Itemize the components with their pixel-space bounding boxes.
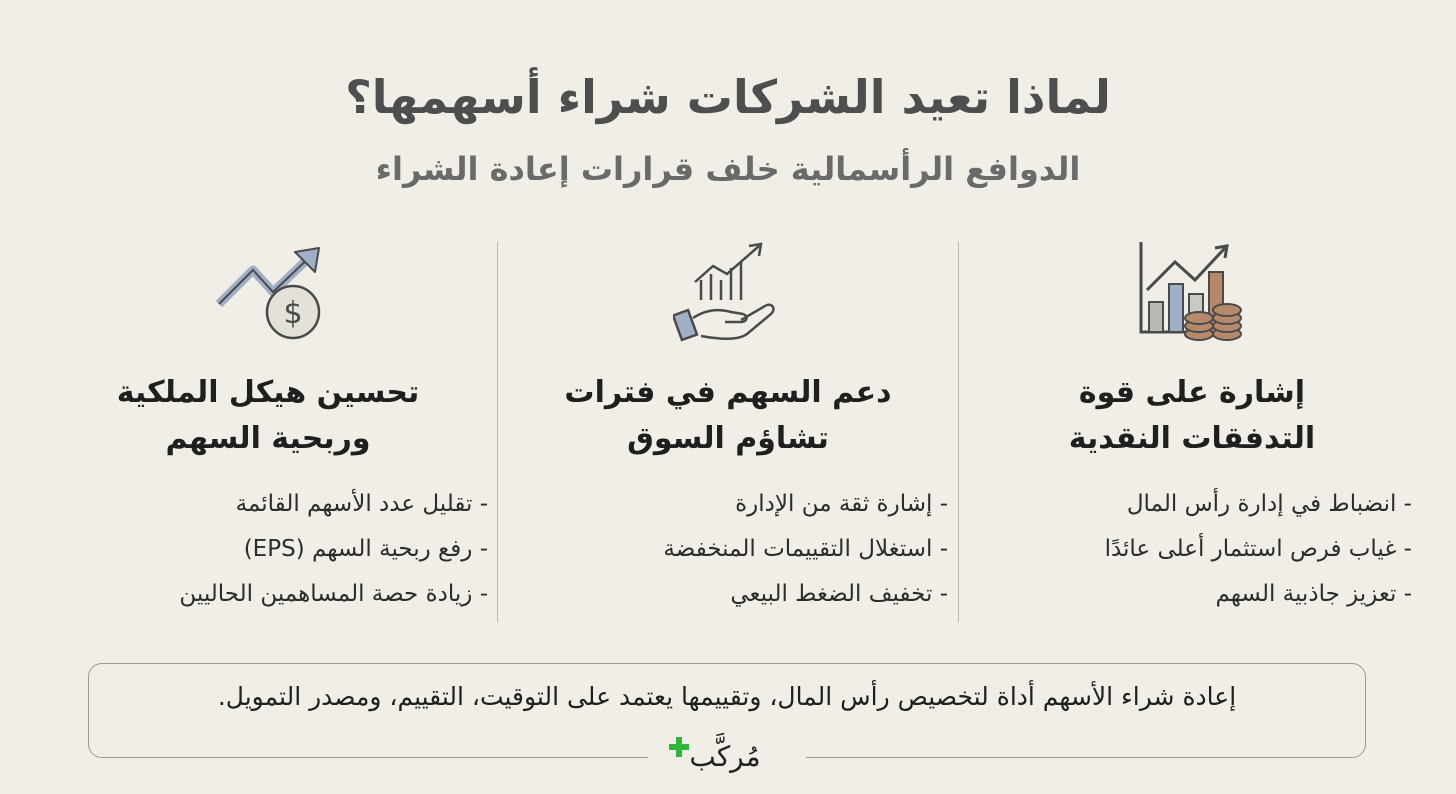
list-item: - تخفيف الضغط البيعي	[730, 581, 948, 607]
bullet-list	[972, 482, 1456, 617]
list-item: - إشارة ثقة من الإدارة	[735, 491, 948, 517]
list-item: - تعزيز جاذبية السهم	[1215, 581, 1412, 607]
list-item: - تقليل عدد الأسهم القائمة	[235, 491, 488, 517]
column-market-support	[508, 240, 948, 630]
hand-holding-chart-icon	[508, 240, 948, 350]
column-ownership	[48, 240, 488, 630]
bullet-list	[508, 482, 1000, 617]
column-cash-flow	[972, 240, 1412, 630]
list-item: - غياب فرص استثمار أعلى عائدًا	[1104, 536, 1412, 562]
column-heading: تحسين هيكل الملكية وربحية السهم	[116, 375, 420, 456]
column-heading: إشارة على قوة التدفقات النقدية	[1068, 375, 1316, 456]
brand-logo: مُركَّب	[689, 740, 761, 773]
page-title: لماذا تعيد الشركات شراء أسهمها؟	[345, 70, 1111, 124]
summary-text: إعادة شراء الأسهم أداة لتخصيص رأس المال، وتقييمها يعتمد على التوقيت، التقييم، ومصدر التمويل.	[217, 682, 1237, 711]
svg-text:$: $	[283, 296, 303, 331]
list-item: - رفع ربحية السهم (EPS)	[243, 536, 488, 562]
bar-chart-with-coins-icon	[972, 240, 1412, 350]
list-item: - انضباط في إدارة رأس المال	[1126, 491, 1412, 517]
column-heading: دعم السهم في فترات تشاؤم السوق	[564, 375, 892, 456]
bullet-list	[48, 482, 538, 617]
list-item: - زيادة حصة المساهمين الحاليين	[179, 581, 488, 607]
page-subtitle: الدوافع الرأسمالية خلف قرارات إعادة الشراء	[375, 150, 1081, 188]
list-item: - استغلال التقييمات المنخفضة	[663, 536, 948, 562]
trend-arrow-dollar-icon	[48, 240, 488, 350]
